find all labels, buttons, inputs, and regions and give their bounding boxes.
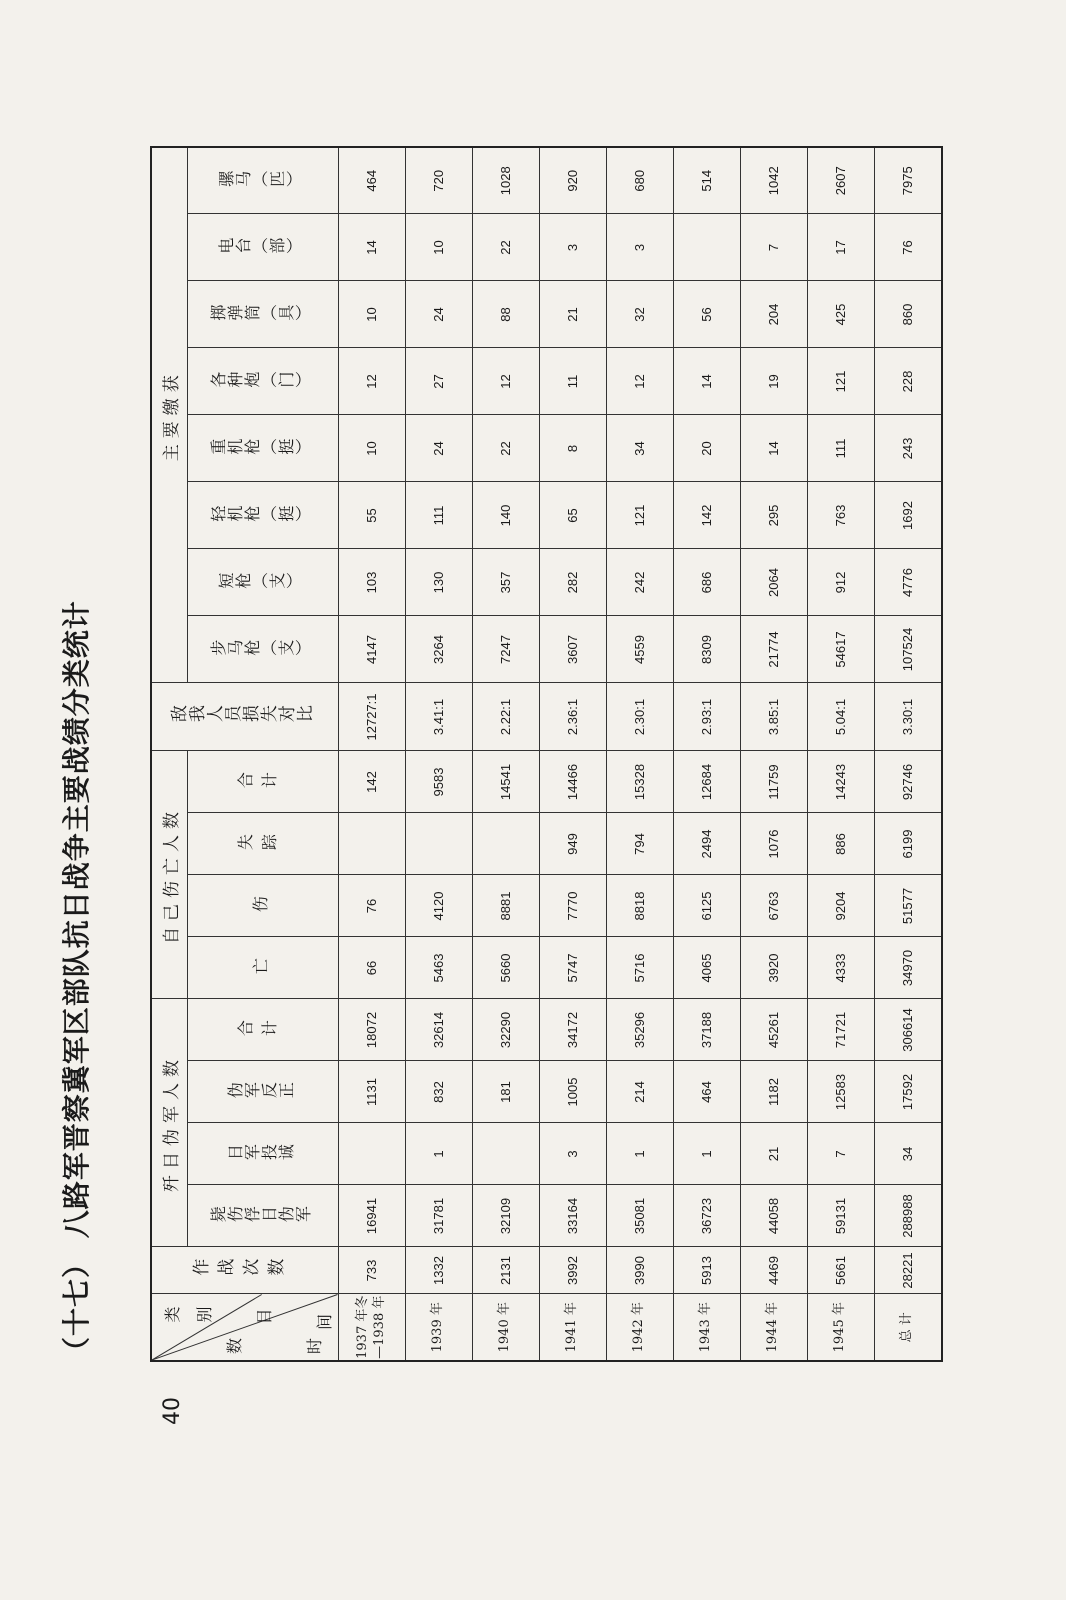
cell-rifles: 4147 bbox=[338, 616, 405, 683]
cell-annihilate-total: 32614 bbox=[405, 999, 472, 1061]
cell-radios: 7 bbox=[740, 214, 807, 281]
cell-wounded: 8881 bbox=[472, 875, 539, 937]
header-loss-total: 合计 bbox=[187, 751, 338, 813]
header-hmg: 重机枪（挺） bbox=[187, 415, 338, 482]
cell-pistols: 357 bbox=[472, 549, 539, 616]
header-battles: 作战次数 bbox=[151, 1247, 338, 1294]
page-title: （十七） 八路军晋察冀军区部队抗日战争主要战绩分类统计 bbox=[60, 600, 93, 1365]
cell-dead: 3920 bbox=[740, 937, 807, 999]
cell-lmg: 55 bbox=[338, 482, 405, 549]
cell-kill: 16941 bbox=[338, 1185, 405, 1247]
cell-defect: 464 bbox=[673, 1061, 740, 1123]
corner-label-3: 目 bbox=[255, 1302, 274, 1325]
table-row bbox=[405, 147, 472, 1361]
cell-hmg: 10 bbox=[338, 415, 405, 482]
cell-horses: 464 bbox=[338, 147, 405, 214]
cell-kill: 32109 bbox=[472, 1185, 539, 1247]
statistics-table bbox=[150, 146, 943, 1362]
cell-loss-total: 92746 bbox=[874, 751, 942, 813]
cell-horses: 514 bbox=[673, 147, 740, 214]
cell-wounded: 9204 bbox=[807, 875, 874, 937]
cell-period: 1943 年 bbox=[673, 1294, 740, 1361]
cell-grenade-launchers: 24 bbox=[405, 281, 472, 348]
cell-battles: 733 bbox=[338, 1247, 405, 1294]
cell-hmg: 24 bbox=[405, 415, 472, 482]
corner-label-4: 数 bbox=[225, 1331, 244, 1354]
cell-cannons: 121 bbox=[807, 348, 874, 415]
table-row bbox=[472, 147, 539, 1361]
cell-ratio: 2.93:1 bbox=[673, 683, 740, 751]
cell-battles: 3992 bbox=[539, 1247, 606, 1294]
cell-horses: 1042 bbox=[740, 147, 807, 214]
cell-period: 1937 年冬 —1938 年 bbox=[338, 1294, 405, 1361]
cell-horses: 7975 bbox=[874, 147, 942, 214]
cell-horses: 680 bbox=[606, 147, 673, 214]
cell-missing: 949 bbox=[539, 813, 606, 875]
header-horses: 骡马（匹） bbox=[187, 147, 338, 214]
cell-kill: 288988 bbox=[874, 1185, 942, 1247]
header-missing: 失踪 bbox=[187, 813, 338, 875]
header-kill: 毙伤俘日伪军 bbox=[187, 1185, 338, 1247]
cell-lmg: 111 bbox=[405, 482, 472, 549]
header-annihilate-total: 合计 bbox=[187, 999, 338, 1061]
header-lmg: 轻机枪（挺） bbox=[187, 482, 338, 549]
cell-defect: 12583 bbox=[807, 1061, 874, 1123]
cell-period: 1940 年 bbox=[472, 1294, 539, 1361]
cell-grenade-launchers: 21 bbox=[539, 281, 606, 348]
cell-horses: 920 bbox=[539, 147, 606, 214]
cell-dead: 5463 bbox=[405, 937, 472, 999]
header-capture-group: 主要缴获 bbox=[151, 147, 187, 683]
cell-annihilate-total: 35296 bbox=[606, 999, 673, 1061]
cell-cannons: 228 bbox=[874, 348, 942, 415]
cell-radios: 17 bbox=[807, 214, 874, 281]
cell-pistols: 242 bbox=[606, 549, 673, 616]
cell-radios: 10 bbox=[405, 214, 472, 281]
cell-rifles: 54617 bbox=[807, 616, 874, 683]
header-cannons: 各种炮（门） bbox=[187, 348, 338, 415]
cell-wounded: 6125 bbox=[673, 875, 740, 937]
cell-ratio: 5.04:1 bbox=[807, 683, 874, 751]
cell-radios: 76 bbox=[874, 214, 942, 281]
cell-defect: 1005 bbox=[539, 1061, 606, 1123]
cell-lmg: 763 bbox=[807, 482, 874, 549]
cell-ratio: 2.22:1 bbox=[472, 683, 539, 751]
cell-grenade-launchers: 860 bbox=[874, 281, 942, 348]
cell-missing bbox=[405, 813, 472, 875]
corner-label-1: 类 bbox=[163, 1300, 182, 1323]
cell-loss-total: 14466 bbox=[539, 751, 606, 813]
cell-ratio: 12727:1 bbox=[338, 683, 405, 751]
cell-wounded: 76 bbox=[338, 875, 405, 937]
cell-cannons: 12 bbox=[338, 348, 405, 415]
cell-wounded: 7770 bbox=[539, 875, 606, 937]
cell-defect: 1131 bbox=[338, 1061, 405, 1123]
cell-hmg: 243 bbox=[874, 415, 942, 482]
cell-pistols: 4776 bbox=[874, 549, 942, 616]
cell-surrender: 3 bbox=[539, 1123, 606, 1185]
cell-annihilate-total: 18072 bbox=[338, 999, 405, 1061]
cell-kill: 59131 bbox=[807, 1185, 874, 1247]
cell-dead: 4065 bbox=[673, 937, 740, 999]
cell-surrender: 34 bbox=[874, 1123, 942, 1185]
cell-ratio: 2.30:1 bbox=[606, 683, 673, 751]
cell-battles: 1332 bbox=[405, 1247, 472, 1294]
header-wounded: 伤 bbox=[187, 875, 338, 937]
header-defect: 伪军反正 bbox=[187, 1061, 338, 1123]
corner-header-cell bbox=[151, 1294, 338, 1361]
corner-label-2: 别 bbox=[195, 1300, 214, 1323]
cell-radios: 3 bbox=[606, 214, 673, 281]
cell-pistols: 103 bbox=[338, 549, 405, 616]
cell-rifles: 21774 bbox=[740, 616, 807, 683]
table-row bbox=[606, 147, 673, 1361]
cell-missing: 1076 bbox=[740, 813, 807, 875]
cell-period: 1945 年 bbox=[807, 1294, 874, 1361]
cell-missing bbox=[338, 813, 405, 875]
cell-wounded: 51577 bbox=[874, 875, 942, 937]
cell-missing bbox=[472, 813, 539, 875]
cell-horses: 2607 bbox=[807, 147, 874, 214]
cell-pistols: 2064 bbox=[740, 549, 807, 616]
cell-radios: 22 bbox=[472, 214, 539, 281]
cell-pistols: 686 bbox=[673, 549, 740, 616]
cell-battles: 4469 bbox=[740, 1247, 807, 1294]
cell-grenade-launchers: 204 bbox=[740, 281, 807, 348]
cell-ratio: 3.41:1 bbox=[405, 683, 472, 751]
cell-loss-total: 9583 bbox=[405, 751, 472, 813]
cell-battles: 3990 bbox=[606, 1247, 673, 1294]
cell-lmg: 140 bbox=[472, 482, 539, 549]
header-ratio: 敌我人员损失对比 bbox=[151, 683, 338, 751]
cell-lmg: 121 bbox=[606, 482, 673, 549]
cell-rifles: 3607 bbox=[539, 616, 606, 683]
cell-dead: 5660 bbox=[472, 937, 539, 999]
cell-wounded: 8818 bbox=[606, 875, 673, 937]
cell-annihilate-total: 45261 bbox=[740, 999, 807, 1061]
cell-surrender: 1 bbox=[405, 1123, 472, 1185]
corner-label-6: 间 bbox=[315, 1307, 334, 1330]
cell-loss-total: 14243 bbox=[807, 751, 874, 813]
cell-annihilate-total: 71721 bbox=[807, 999, 874, 1061]
cell-grenade-launchers: 425 bbox=[807, 281, 874, 348]
cell-battles: 2131 bbox=[472, 1247, 539, 1294]
header-rifles: 步马枪（支） bbox=[187, 616, 338, 683]
cell-period: 1939 年 bbox=[405, 1294, 472, 1361]
cell-rifles: 3264 bbox=[405, 616, 472, 683]
cell-dead: 66 bbox=[338, 937, 405, 999]
cell-annihilate-total: 34172 bbox=[539, 999, 606, 1061]
cell-missing: 6199 bbox=[874, 813, 942, 875]
cell-ratio: 3.85:1 bbox=[740, 683, 807, 751]
cell-battles: 5913 bbox=[673, 1247, 740, 1294]
table-row bbox=[673, 147, 740, 1361]
cell-cannons: 19 bbox=[740, 348, 807, 415]
cell-dead: 34970 bbox=[874, 937, 942, 999]
cell-lmg: 65 bbox=[539, 482, 606, 549]
cell-pistols: 130 bbox=[405, 549, 472, 616]
cell-hmg: 20 bbox=[673, 415, 740, 482]
cell-annihilate-total: 37188 bbox=[673, 999, 740, 1061]
cell-rifles: 107524 bbox=[874, 616, 942, 683]
cell-cannons: 12 bbox=[606, 348, 673, 415]
cell-rifles: 7247 bbox=[472, 616, 539, 683]
cell-loss-total: 15328 bbox=[606, 751, 673, 813]
cell-surrender: 21 bbox=[740, 1123, 807, 1185]
cell-surrender: 7 bbox=[807, 1123, 874, 1185]
cell-pistols: 282 bbox=[539, 549, 606, 616]
cell-grenade-launchers: 10 bbox=[338, 281, 405, 348]
cell-annihilate-total: 32290 bbox=[472, 999, 539, 1061]
cell-kill: 44058 bbox=[740, 1185, 807, 1247]
cell-surrender bbox=[338, 1123, 405, 1185]
cell-loss-total: 11759 bbox=[740, 751, 807, 813]
cell-missing: 794 bbox=[606, 813, 673, 875]
cell-cannons: 12 bbox=[472, 348, 539, 415]
cell-surrender: 1 bbox=[606, 1123, 673, 1185]
cell-kill: 35081 bbox=[606, 1185, 673, 1247]
cell-rifles: 4559 bbox=[606, 616, 673, 683]
cell-radios: 14 bbox=[338, 214, 405, 281]
cell-loss-total: 142 bbox=[338, 751, 405, 813]
header-annihilate-group: 歼日伪军人数 bbox=[151, 999, 187, 1247]
cell-battles: 28221 bbox=[874, 1247, 942, 1294]
cell-cannons: 27 bbox=[405, 348, 472, 415]
cell-loss-total: 12684 bbox=[673, 751, 740, 813]
cell-ratio: 2.36:1 bbox=[539, 683, 606, 751]
header-pistols: 短枪（支） bbox=[187, 549, 338, 616]
header-dead: 亡 bbox=[187, 937, 338, 999]
cell-lmg: 142 bbox=[673, 482, 740, 549]
cell-loss-total: 14541 bbox=[472, 751, 539, 813]
header-losses-group: 自己伤亡人数 bbox=[151, 751, 187, 999]
cell-hmg: 22 bbox=[472, 415, 539, 482]
cell-defect: 17592 bbox=[874, 1061, 942, 1123]
cell-hmg: 14 bbox=[740, 415, 807, 482]
cell-lmg: 295 bbox=[740, 482, 807, 549]
cell-kill: 31781 bbox=[405, 1185, 472, 1247]
header-radios: 电台（部） bbox=[187, 214, 338, 281]
cell-defect: 214 bbox=[606, 1061, 673, 1123]
cell-grenade-launchers: 32 bbox=[606, 281, 673, 348]
table-row bbox=[338, 147, 405, 1361]
cell-ratio: 3.30:1 bbox=[874, 683, 942, 751]
table-row bbox=[539, 147, 606, 1361]
cell-dead: 5716 bbox=[606, 937, 673, 999]
cell-grenade-launchers: 88 bbox=[472, 281, 539, 348]
cell-lmg: 1692 bbox=[874, 482, 942, 549]
corner-label-5: 时 bbox=[305, 1331, 324, 1354]
cell-surrender: 1 bbox=[673, 1123, 740, 1185]
cell-dead: 5747 bbox=[539, 937, 606, 999]
header-surrender: 日军投诚 bbox=[187, 1123, 338, 1185]
cell-rifles: 8309 bbox=[673, 616, 740, 683]
cell-dead: 4333 bbox=[807, 937, 874, 999]
cell-kill: 33164 bbox=[539, 1185, 606, 1247]
cell-battles: 5661 bbox=[807, 1247, 874, 1294]
cell-horses: 720 bbox=[405, 147, 472, 214]
cell-missing: 2494 bbox=[673, 813, 740, 875]
cell-period: 1944 年 bbox=[740, 1294, 807, 1361]
cell-surrender bbox=[472, 1123, 539, 1185]
cell-cannons: 14 bbox=[673, 348, 740, 415]
cell-defect: 1182 bbox=[740, 1061, 807, 1123]
header-grenade-launchers: 掷弹筒（具） bbox=[187, 281, 338, 348]
cell-hmg: 111 bbox=[807, 415, 874, 482]
cell-period: 总 计 bbox=[874, 1294, 942, 1361]
table-row bbox=[807, 147, 874, 1361]
cell-hmg: 34 bbox=[606, 415, 673, 482]
cell-horses: 1028 bbox=[472, 147, 539, 214]
cell-annihilate-total: 306614 bbox=[874, 999, 942, 1061]
table-row bbox=[740, 147, 807, 1361]
cell-kill: 36723 bbox=[673, 1185, 740, 1247]
cell-pistols: 912 bbox=[807, 549, 874, 616]
cell-radios bbox=[673, 214, 740, 281]
cell-missing: 886 bbox=[807, 813, 874, 875]
cell-wounded: 4120 bbox=[405, 875, 472, 937]
table-row bbox=[874, 147, 942, 1361]
cell-period: 1942 年 bbox=[606, 1294, 673, 1361]
cell-radios: 3 bbox=[539, 214, 606, 281]
cell-period: 1941 年 bbox=[539, 1294, 606, 1361]
cell-hmg: 8 bbox=[539, 415, 606, 482]
cell-defect: 181 bbox=[472, 1061, 539, 1123]
page-number: 40 bbox=[160, 1397, 185, 1425]
cell-wounded: 6763 bbox=[740, 875, 807, 937]
cell-grenade-launchers: 56 bbox=[673, 281, 740, 348]
cell-cannons: 11 bbox=[539, 348, 606, 415]
cell-defect: 832 bbox=[405, 1061, 472, 1123]
